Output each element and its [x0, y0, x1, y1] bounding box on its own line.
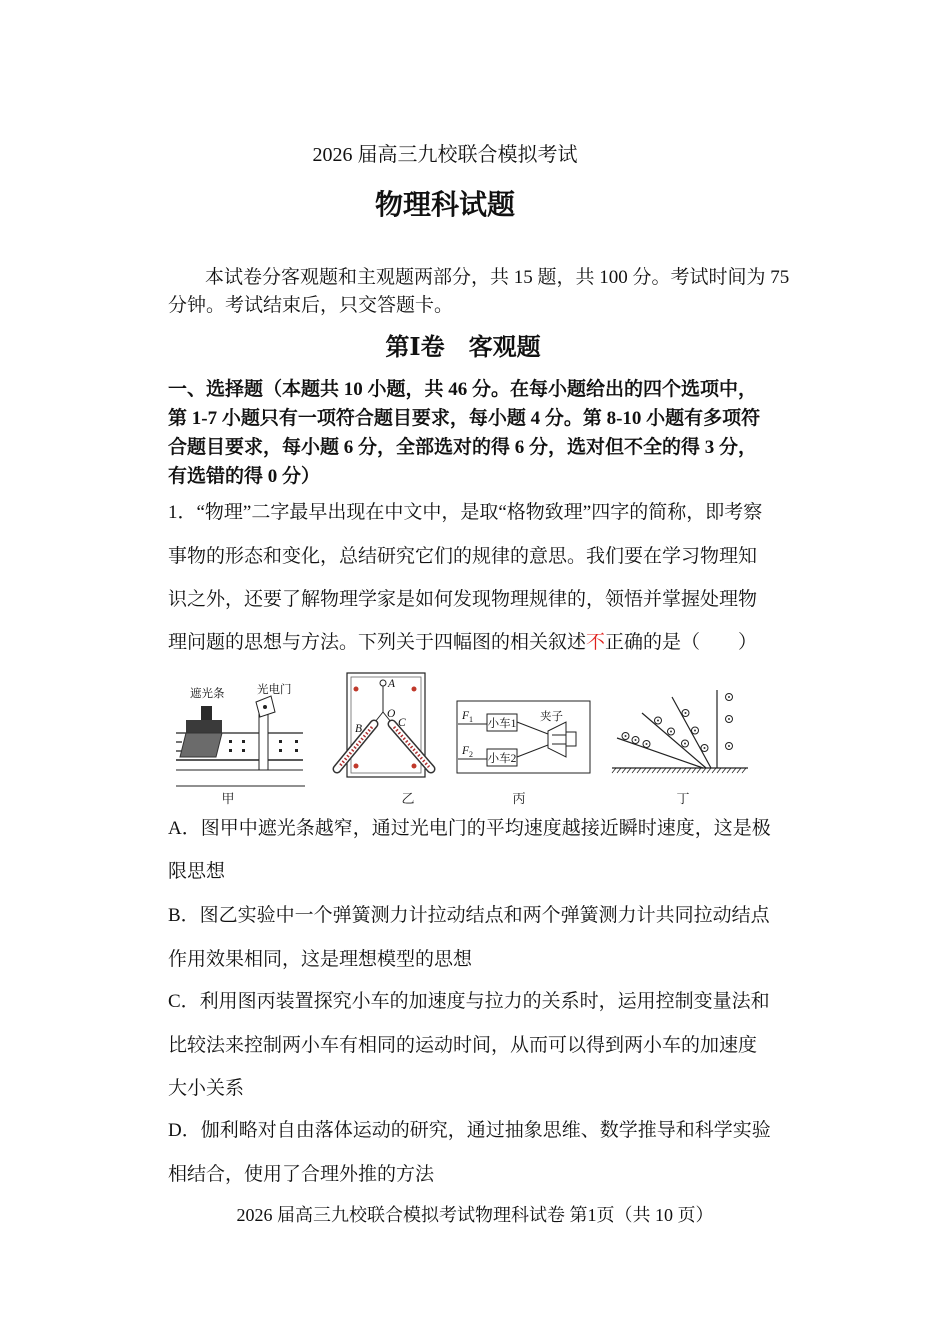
figure-bing-caption: 丙 [512, 791, 526, 806]
photogate-label: 光电门 [257, 684, 292, 696]
figure-ding [612, 690, 748, 806]
option-d-line: 相结合，使用了合理外推的方法 [168, 1164, 435, 1185]
shutter-strip [201, 706, 212, 721]
option-d-line: D．伽利略对自由落体运动的研究，通过抽象思维、数学推导和科学实验 [168, 1120, 771, 1141]
board-pin [412, 687, 417, 692]
incline-steep [672, 697, 711, 768]
force-1-subscript: 1 [469, 715, 473, 724]
figure-bing [457, 701, 590, 806]
board-pin [354, 764, 359, 769]
clip-handle [566, 732, 576, 746]
option-a-line: A．图甲中遮光条越窄，通过光电门的平均速度越接近瞬时速度，这是极 [168, 818, 771, 839]
option-a-line: 限思想 [168, 861, 226, 882]
label-point-a: A [388, 678, 396, 690]
photogate-sensor [263, 705, 267, 709]
option-c-line: 大小关系 [168, 1078, 245, 1099]
question-1-stem-line: 事物的形态和变化，总结研究它们的规律的意思。我们要在学习物理知 [168, 546, 758, 567]
slider-body [180, 733, 222, 757]
option-c-line: 比较法来控制两小车有相同的运动时间，从而可以得到两小车的加速度 [168, 1035, 758, 1056]
photogate-post [259, 710, 268, 770]
part-one-instructions-line: 合题目要求，每小题 6 分，全部选对的得 6 分，选对但不全的得 3 分， [168, 437, 758, 458]
board-pin [412, 764, 417, 769]
label-point-b: B [355, 723, 363, 735]
part-one-instructions-line: 有选错的得 0 分） [168, 466, 321, 487]
page-footer: 2026 届高三九校联合模拟考试物理科试卷 第1页（共 10 页） [236, 1205, 714, 1225]
ground-hatch [612, 768, 746, 773]
exam-title: 2026 届高三九校联合模拟考试 [312, 144, 578, 166]
slider-top [186, 720, 222, 733]
question-1-stem-line: 识之外，还要了解物理学家是如何发现物理规律的，领悟并掌握处理物 [168, 589, 758, 610]
cart-1-string [517, 722, 548, 734]
question-1-figures [160, 668, 760, 813]
clip-body [548, 722, 566, 757]
figure-yi-caption: 乙 [401, 791, 415, 806]
part-one-instructions-line: 一、选择题（本题共 10 小题，共 46 分。在每小题给出的四个选项中， [168, 379, 758, 400]
cart-2-label: 小车2 [487, 753, 517, 765]
figure-yi [337, 673, 431, 806]
balls-free-fall [726, 694, 733, 750]
stem-text-after: 正确的是（ ） [605, 632, 758, 653]
force-2-symbol: F [462, 745, 470, 757]
label-point-o: O [387, 708, 396, 720]
emphasis-not: 不 [586, 632, 606, 653]
cart-2-string [517, 745, 548, 757]
figure-ding-caption: 丁 [676, 791, 690, 806]
figure-jia-caption: 甲 [221, 791, 235, 806]
track-left-dashes [176, 742, 182, 751]
ball-centers [625, 696, 731, 749]
shutter-label: 遮光条 [190, 688, 225, 700]
spring-scale-c-ticks [394, 727, 429, 767]
cart-1-label: 小车1 [487, 718, 517, 730]
option-c-line: C．利用图丙装置探究小车的加速度与拉力的关系时，运用控制变量法和 [168, 991, 770, 1012]
incline-shallow [617, 738, 703, 768]
anchor-point-a [380, 680, 386, 686]
figure-jia [176, 682, 305, 806]
question-1-stem-line [168, 631, 757, 655]
force-1-symbol: F [462, 710, 470, 722]
section-title: 第Ⅰ卷 客观题 [385, 335, 541, 361]
question-1-stem-line: 1．“物理”二字最早出现在中文中，是取“格物致理”四字的简称，即考察 [168, 502, 763, 523]
clip-label: 夹子 [540, 711, 563, 723]
instructions-line: 分钟。考试结束后，只交答题卡。 [168, 295, 454, 316]
option-b-line: 作用效果相同，这是理想模型的思想 [168, 949, 473, 970]
part-one-instructions-line: 第 1-7 小题只有一项符合题目要求，每小题 4 分。第 8-10 小题有多项符 [168, 408, 761, 429]
label-point-c: C [398, 717, 406, 729]
board-pin [354, 687, 359, 692]
stem-text-before: 理问题的思想与方法。下列关于四幅图的相关叙述 [168, 632, 587, 653]
subject-title: 物理科试题 [374, 189, 515, 220]
instructions-line: 本试卷分客观题和主观题两部分，共 15 题，共 100 分。考试时间为 75 [205, 267, 790, 288]
force-2-subscript: 2 [469, 750, 473, 759]
option-b-line: B．图乙实验中一个弹簧测力计拉动结点和两个弹簧测力计共同拉动结点 [168, 905, 770, 926]
